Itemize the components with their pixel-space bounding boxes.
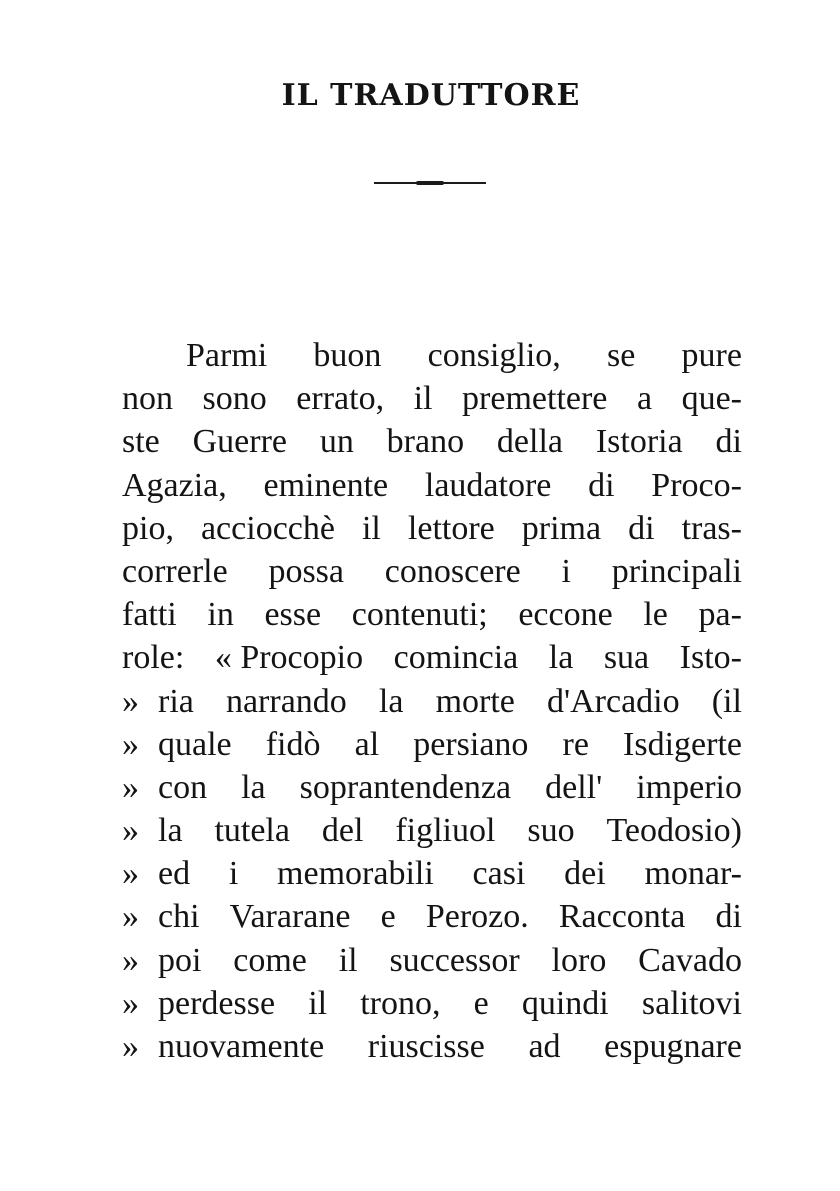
word: quale [158,725,232,763]
word: figliuol [395,812,496,850]
word: quindi [521,984,609,1022]
word: lettore [407,509,495,547]
word: persiano [413,725,529,763]
word: suo [527,812,575,850]
word: di [628,509,655,547]
line-words [122,636,742,679]
line-words [158,680,742,723]
word: fatti [122,596,177,634]
word: imperio [636,768,742,806]
word: sua [603,639,650,677]
word: il [361,509,381,547]
word: (il [711,682,742,720]
word: loro [551,941,607,979]
word: principali [611,552,742,590]
text-line [122,939,742,982]
line-words [158,852,742,895]
word: Vararane [229,898,351,936]
word: e [473,984,489,1022]
word: ste [122,423,160,461]
text-line [122,766,742,809]
word: soprantendenza [299,768,512,806]
word: di [588,466,615,504]
word: il [338,941,358,979]
word: Teodosio) [606,812,742,850]
quote-mark: » [122,768,139,806]
text-line [122,334,742,377]
word: la [548,639,574,677]
quote-mark: » [122,812,139,850]
word: il [413,380,433,418]
word: di [715,898,742,936]
word: pio, [122,509,174,547]
word: que- [681,380,742,418]
word: con [158,768,208,806]
text-line [122,507,742,550]
word: del [321,812,364,850]
line-words [122,377,742,420]
text-line [122,680,742,723]
text-line [122,723,742,766]
text-line [122,895,742,938]
line-words [122,593,742,636]
word: perdesse [158,984,276,1022]
word: della [496,423,563,461]
word: re [562,725,589,763]
text-line [122,377,742,420]
word: role: [122,639,185,677]
word: tras- [681,509,742,547]
text-line [122,636,742,679]
quote-mark: » [122,984,139,1022]
word: Parmi [186,337,268,374]
word: trono, [360,984,441,1022]
word: dell' [545,768,603,806]
word: errato, [296,380,385,418]
word: di [715,423,742,461]
line-words [158,809,742,852]
word: pa- [698,596,742,634]
ornamental-rule-center [416,181,444,185]
word: narrando [225,682,347,720]
word: comincia [393,639,519,677]
word: d'Arcadio [546,682,680,720]
word: espugnare [604,1028,742,1065]
line-words [158,939,742,982]
word: acciocchè [200,509,335,547]
word: e [380,898,396,936]
word: dei [564,855,606,893]
word: la [158,812,183,850]
word: se [607,337,636,374]
word: Guerre [192,423,287,461]
quote-mark: » [122,725,139,763]
word: nuovamente [158,1028,325,1065]
text-line [122,809,742,852]
word: monar- [644,855,742,893]
text-line [122,593,742,636]
word: « Procopio [214,639,364,677]
text-line [122,852,742,895]
word: i [561,552,571,590]
word: morte [435,682,515,720]
text-line [122,464,742,507]
quote-mark: » [122,898,139,936]
word: la [241,768,266,806]
line-words [158,982,742,1025]
quote-mark: » [122,855,139,893]
word: Perozo. [425,898,529,936]
text-line [122,982,742,1025]
line-words [186,334,742,377]
quote-mark: » [122,682,139,720]
line-words [158,895,742,938]
text-line [122,1025,742,1068]
word: poi [158,941,202,979]
quote-mark: » [122,941,139,979]
word: eminente [263,466,389,504]
word: le [643,596,668,634]
word: consiglio, [427,337,561,374]
word: un [319,423,354,461]
word: premettere [462,380,608,418]
word: ad [528,1028,561,1065]
word: memorabili [277,855,434,893]
word: conoscere [384,552,521,590]
word: a [636,380,653,418]
word: Agazia, [122,466,227,504]
word: chi [158,898,200,936]
word: Racconta [558,898,686,936]
word: al [354,725,380,763]
line-words [158,766,742,809]
word: prima [521,509,602,547]
body-text [122,334,742,1068]
word: Proco- [651,466,742,504]
word: salitovi [641,984,742,1022]
word: Istoria [595,423,683,461]
word: riuscisse [367,1028,485,1065]
word: sono [202,380,267,418]
word: successor [389,941,520,979]
word: pure [681,337,742,374]
text-line [122,550,742,593]
word: casi [472,855,526,893]
word: i [228,855,239,893]
word: tutela [214,812,290,850]
line-words [122,420,742,463]
word: buon [313,337,382,374]
word: esse [264,596,322,634]
line-words [122,464,742,507]
quote-mark: » [122,1028,139,1065]
line-words [122,507,742,550]
word: possa [268,552,345,590]
word: fidò [265,725,321,763]
text-line [122,420,742,463]
chapter-title: IL TRADUTTORE [281,78,581,113]
line-words [122,550,742,593]
word: non [122,380,173,418]
word: eccone [518,596,613,634]
word: correrle [122,552,228,590]
word: laudatore [424,466,552,504]
word: Isdigerte [623,725,742,763]
word: in [207,596,234,634]
line-words [158,723,742,766]
word: ria [158,682,194,720]
word: Isto- [679,639,742,677]
word: come [233,941,307,979]
word: la [378,682,404,720]
line-words [158,1025,742,1068]
word: brano [386,423,465,461]
word: Cavado [638,941,742,979]
word: contenuti; [351,596,488,634]
word: il [308,984,328,1022]
word: ed [158,855,191,893]
